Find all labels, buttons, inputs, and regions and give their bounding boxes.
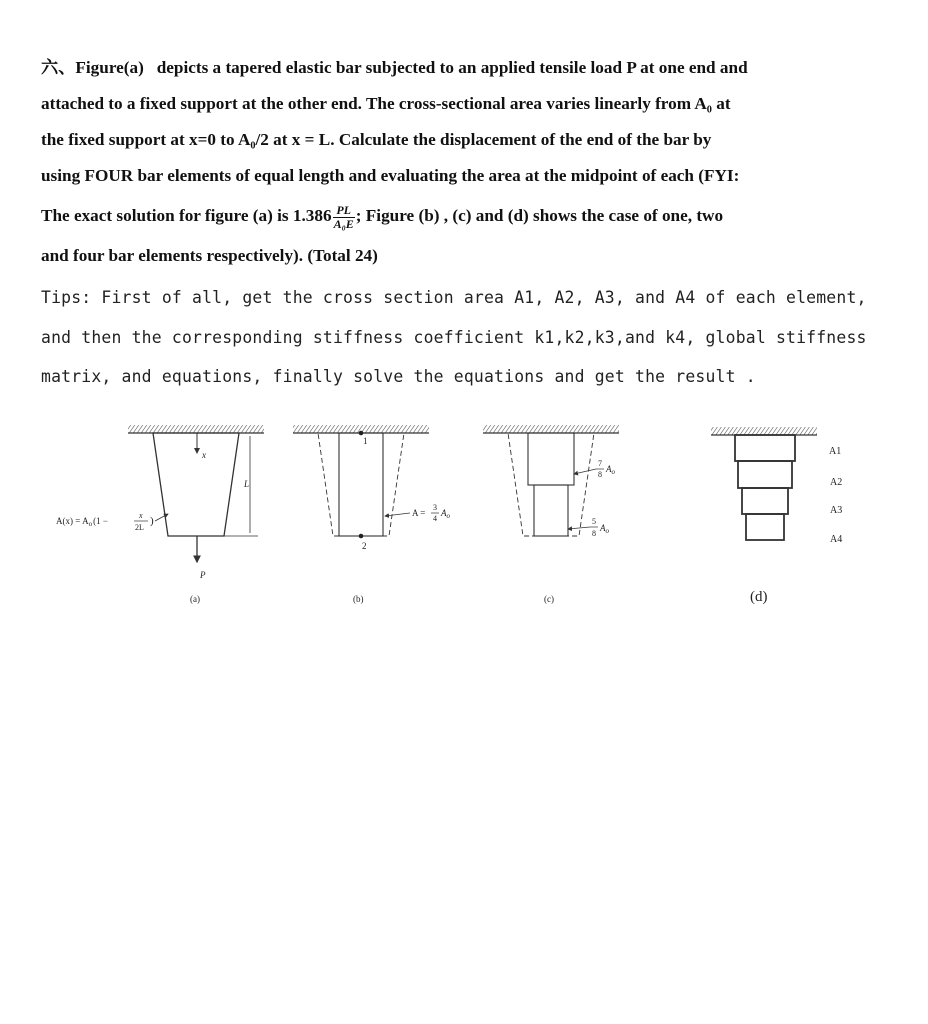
tapered-bar-a <box>153 433 239 536</box>
problem-line-4: using FOUR bar elements of equal length and evaluating the area at the midpoint of each (FYI: <box>41 166 740 185</box>
label-a2: A2 <box>830 477 843 488</box>
figure-a <box>56 425 264 604</box>
problem-text-1: Figure(a) depicts a tapered elastic bar subjected to an applied tensile load P at one end and <box>75 58 748 77</box>
caption-a: (a) <box>190 594 200 604</box>
element-2-c <box>534 485 568 536</box>
node-1-label-b: 1 <box>363 436 368 446</box>
fixed-support-d <box>711 427 817 435</box>
element-a2-d <box>738 461 792 488</box>
problem-line-1 <box>41 50 871 86</box>
area-sym-b: $A_o$ <box>441 508 450 520</box>
node-2-b <box>359 534 364 539</box>
fraction-denominator: A₀E <box>333 216 354 231</box>
element-bar-b <box>339 433 383 536</box>
upper-sym-c: $A_o$ <box>606 464 615 476</box>
lower-sym-c: $A_o$ <box>600 523 609 535</box>
fixed-support-c <box>483 425 619 433</box>
length-label: L <box>244 479 250 489</box>
label-a4: A4 <box>830 534 843 545</box>
bar-figures <box>0 410 928 620</box>
area-formula-den: 2L <box>135 523 144 532</box>
tips-line-3: matrix, and equations, finally solve the equations and get the result . <box>41 367 756 386</box>
fixed-support-a <box>128 425 264 433</box>
problem-line-6: and four bar elements respectively). (Total 24) <box>41 246 378 265</box>
caption-c: (c) <box>544 594 554 604</box>
figure-b <box>293 425 451 604</box>
element-a1-d <box>735 435 795 461</box>
area-formula: $A(x) = A_o(1$ − <box>56 516 108 528</box>
problem-line-3: the fixed support at x=0 to A₀/2 at x = L. Calculate the displacement of the end of the bar by <box>41 130 712 149</box>
element-a3-d <box>742 488 788 514</box>
lower-num-c: 5 <box>592 517 596 526</box>
figure-d <box>711 427 842 605</box>
load-label: P <box>200 570 206 580</box>
exact-solution-fraction <box>333 204 355 231</box>
tips-line-2: and then the corresponding stiffness coefficient k1,k2,k3,and k4, global stiffness <box>41 327 867 347</box>
element-a4-d <box>746 514 784 540</box>
problem-line-5 <box>41 194 871 238</box>
area-den-b: 4 <box>433 514 437 523</box>
upper-den-c: 8 <box>598 470 602 479</box>
area-label-b: A = <box>412 508 426 518</box>
problem-prefix: 六、 <box>41 58 76 77</box>
fraction-numerator: PL <box>333 204 355 218</box>
node-2-label-b: 2 <box>362 541 367 551</box>
upper-num-c: 7 <box>598 459 602 468</box>
caption-b: (b) <box>353 594 364 604</box>
tips-block <box>41 278 881 397</box>
figure-c <box>483 425 619 604</box>
lower-den-c: 8 <box>592 529 596 538</box>
tapered-bar-b <box>318 433 404 536</box>
label-a1: A1 <box>829 446 842 457</box>
area-formula-close: ) <box>150 515 154 527</box>
area-formula-num: x <box>139 511 143 520</box>
x-label: x <box>202 450 206 460</box>
element-1-c <box>528 433 574 485</box>
problem-statement <box>41 50 871 274</box>
exact-solution-text: The exact solution for figure (a) is 1.386 <box>41 206 332 225</box>
caption-d: (d) <box>750 589 768 605</box>
figure-cases-text: ; Figure (b) , (c) and (d) shows the case of one, two <box>355 206 724 225</box>
tips-line-1: Tips: First of all, get the cross section area A1, A2, A3, and A4 of each element, <box>41 288 867 307</box>
label-a3: A3 <box>830 505 843 516</box>
area-num-b: 3 <box>433 503 437 512</box>
node-1-b <box>359 431 364 436</box>
problem-line-2: attached to a fixed support at the other end. The cross-sectional area varies linearly from A₀ at <box>41 94 731 113</box>
